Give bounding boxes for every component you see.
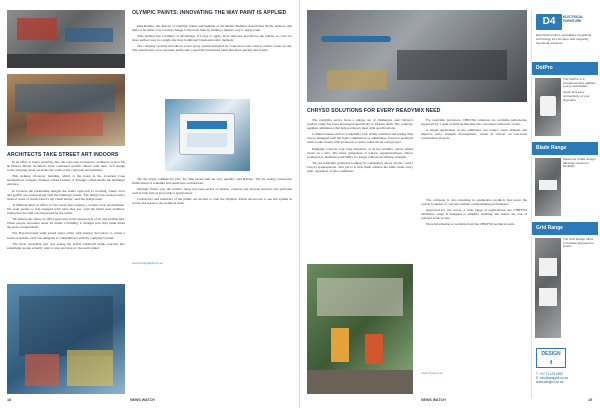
paragraph: The readymix sector faces a unique set of challenges, and Chryso's product range has been developed specifically to address them. The company supplies admixtures that help producers meet tight specifications. [307, 118, 413, 131]
chryso-contact[interactable]: www.chryso.co.za [421, 371, 443, 375]
paragraph: 'This method has a number of advantages. It's easy to apply, more uniform, and allows the painter to cover far more surface area in a single day than traditional brush-and-roller methods.' [132, 34, 292, 43]
contact-email[interactable]: E: info@design4.co.za [536, 376, 568, 380]
olympic-body-col1 [132, 24, 292, 96]
dotpro-text [563, 78, 596, 104]
paragraph: This striking 22-storey building, which is the latest in the Lowland Cape headquarters complex, features a Dark Central, or Triangle, which marks the building's entrance. [7, 174, 125, 187]
paragraph: Contractors and members of the public are invited to visit the Olympic Paints showroom to see the system in action and speak to the technical team. [132, 197, 292, 206]
chryso-body-col2-bottom [421, 198, 527, 366]
paragraph: 'The most rewarding part was seeing the artists transform blank concrete into something people actually want to stop and look at,' the team added. [7, 241, 125, 250]
blade-text [563, 158, 596, 171]
design4-logo-line2: 4 [549, 360, 553, 366]
olympic-body-col2 [132, 177, 292, 261]
photo-office-mural [7, 74, 125, 146]
olympic-headline: OLYMPIC PAINTS: INNOVATING THE WAY PAINT IS APPLIED [132, 10, 287, 16]
paragraph: Approved for use across a wide range of applications, the CHRYSO admixture range is designed to simplify batching and reduce the risk of rejected loads on site. [421, 208, 527, 221]
band-grid-range: Grid Range [532, 222, 598, 235]
photo-spray-machine [165, 99, 250, 171]
paragraph: The company recently introduced a new spray system designed for contractors who want to reduce waste on site. The system uses a low-pressure pump and a specially formulated paint that dries quickly and evenly. [132, 44, 292, 53]
paragraph: Olympic Paints says the product range has been tested on plaster, concrete and drywall surfaces and performs well in both indoor and outdoor applications. [132, 187, 292, 196]
photo-concrete-pump [307, 10, 527, 102]
photo-graffiti-interior [7, 10, 125, 68]
page-number-left: 18 [7, 398, 12, 402]
paragraph: 'We see readymix producers looking for consistency above all else,' said a Chryso spokesperson. 'Our job is to help them achieve the same result every time, regardless of site conditions.' [307, 160, 413, 174]
paragraph: The Grid Range offers a modular approach to power. [563, 237, 594, 249]
grid-text [563, 238, 596, 251]
architects-body [7, 160, 125, 280]
paragraph: Paul Rubino, the director of Olympic Paints and member of the Master Builders Association North, believes that there is no better way to bring change to the trade than by finding a smarter way to apply paint. [132, 24, 292, 33]
olympic-contact[interactable]: www.olympicpaints.co.za [132, 261, 163, 265]
ad-contact [536, 372, 594, 384]
paragraph: Sleek low profile design allowing maximum flexibility. [563, 157, 596, 169]
paragraph: More information is available from the CHRYSO technical team. [426, 222, 515, 227]
pipe-graphic [321, 36, 391, 42]
design4-logo-line1: DESIGN [541, 351, 561, 357]
contact-web[interactable]: www.design4.co.za [536, 380, 564, 384]
d4-logo: D4 [536, 14, 562, 30]
chryso-body-col2-top [421, 118, 527, 194]
photo-blade-range [535, 158, 561, 216]
d4-logo-subtitle: ELECTRICAL FURNITURE [563, 15, 584, 23]
paragraph: In an effort to inject creativity into the corporate workspace, architects at Iron SA & Interior Brand Architects have combined graffiti culture with their own design work, bringing street art inside the walls of the corporate environment. [7, 160, 125, 173]
photo-corridor [7, 284, 125, 394]
design4-logo [536, 348, 566, 368]
footer-section-left: NEWS WATCH [130, 398, 155, 402]
paragraph: For readymix producers, CHRYSO solutions are available nationwide, supported by a team of field technicians who can assist with trials on site. [421, 118, 527, 127]
paragraph: 'A different kind of office: it isn't about just creating a normal work environment. We want people to feel engaged with what they see,' said the firm's lead architect, noting that the staff was impressed by the result. [7, 202, 125, 216]
paragraph: The company is also investing in sustainable products that lower the carbon footprint of concrete without compromising performance. [421, 198, 527, 207]
paragraph: The DotPro is a complementary addition to any workstation. [563, 77, 596, 89]
footer-section-right: NEWS WATCH [421, 398, 446, 402]
paragraph: 'We believe the future of office space lies in the intersection of art and architecture. When people encounter street art inside a building, it changes how they think about the space around them.' [7, 217, 125, 230]
architects-headline: ARCHITECTS TAKE STREET ART INDOORS [7, 152, 119, 158]
paragraph: In Creative the partnership designs the team's approach to working, where color and graffiti are rotated along with the building's needs. 'The design was created with a team of some of South Africa's top visual artists,' said the design team. [7, 188, 125, 201]
paragraph: Common issues such as workability loss, slump retention and setting time can be managed with the right combination of admixtures. Chryso's technical team works closely with producers to tailor solutions for each project. [307, 132, 413, 145]
page-number-right: 19 [588, 398, 593, 402]
paragraph: Quick and easy connectivity at your fingertips. [563, 90, 590, 102]
paragraph: The Pretoria-based team paired street artists with interior decorators to create a series of murals, each one designed to communicate with the company's brand. [7, 231, 125, 240]
paragraph: 'On the larger commercial jobs, the time saved adds up very quickly,' said Rubino. 'We are seeing contractors finish ahead of schedule and spend less on materials.' [132, 177, 292, 186]
chryso-body-col1 [307, 118, 413, 260]
contact-tel[interactable]: T: +27 11 123 4567 [536, 372, 564, 376]
photo-dotpro [535, 78, 561, 136]
ad-intro-text: Electrical furniture specialists integrating technology into furniture with elegantly functional solutions. [536, 33, 592, 45]
paragraph: A single application of the admixture can reduce water demand and improve early strength development, which is critical on fast-track construction projects. [421, 128, 527, 141]
band-blade-range: Blade Range [532, 142, 598, 155]
band-dotpro: DotPro [532, 62, 598, 75]
photo-construction-site [307, 264, 413, 394]
design4-advert [531, 10, 597, 398]
paragraph: Pumping concrete over long distances, or in hot weather, places added strain on a mix. The latest generation of Chryso superplasticisers allows producers to maintain workability for longer without sacrificing strength. [307, 146, 413, 159]
photo-grid-range [535, 238, 561, 338]
chryso-headline: CHRYSO SOLUTIONS FOR EVERY READYMIX NEED [307, 108, 441, 114]
